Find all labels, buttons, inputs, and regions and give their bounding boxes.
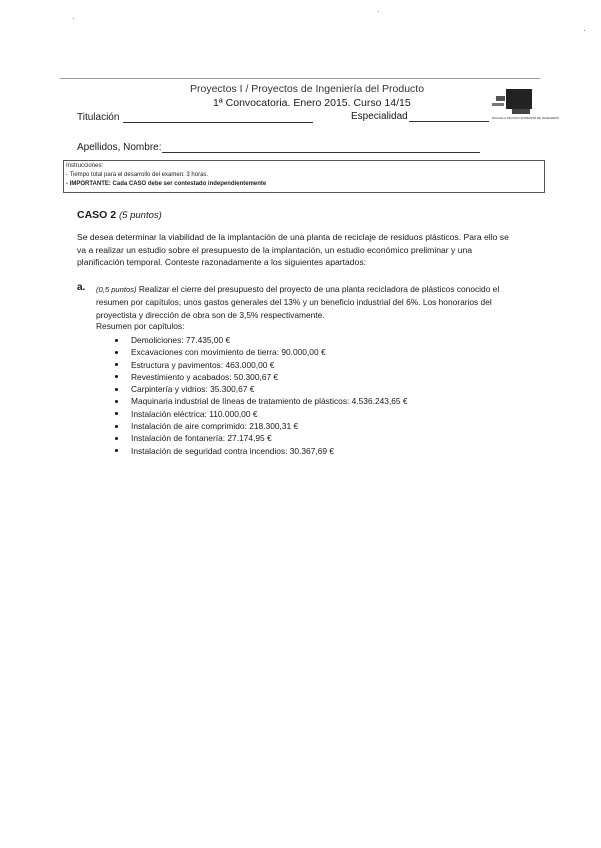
list-item: Revestimiento y acabados: 50.300,67 € [115, 371, 408, 383]
bullet-icon [115, 339, 118, 342]
list-item: Demoliciones: 77.435,00 € [115, 334, 408, 346]
bullet-icon [115, 388, 118, 391]
instructions-box [63, 160, 545, 193]
scan-speck [73, 18, 74, 19]
bullet-icon [115, 449, 118, 452]
case-title: CASO 2 [77, 209, 117, 221]
question-line: (0,5 puntos) Realizar el cierre del presupuesto del proyecto de una planta recicladora de plásticos conocido el [96, 284, 500, 294]
question-line: resumen por capítulos, unos gastos generales del 13% y un beneficio industrial del 6%. Los honorarios del [96, 297, 492, 308]
bullet-icon [115, 425, 118, 428]
resumen-label: Resumen por capítulos: [96, 321, 185, 331]
titulacion-label: Titulación [77, 112, 120, 123]
bullet-icon [115, 351, 118, 354]
especialidad-field[interactable] [409, 121, 489, 122]
apellidos-field[interactable] [162, 152, 480, 153]
bullet-icon [115, 363, 118, 366]
scan-speck [584, 30, 585, 31]
list-item: Carpintería y vidrios: 35.300,67 € [115, 383, 408, 395]
intro-line: va a realizar un estudio sobre el presupuesto de la implantación, un estudio económico preliminar y una [77, 244, 473, 255]
instructions-important: - IMPORTANTE: Cada CASO debe ser contestado independientemente [66, 181, 267, 187]
bullet-icon [115, 400, 118, 403]
list-item: Instalación de aire comprimido: 218.300,31 € [115, 420, 408, 432]
question-points: (0,5 puntos) [96, 285, 137, 294]
instructions-time: - Tiempo total para el desarrollo del examen: 3 horas. [66, 172, 209, 178]
bullet-icon [115, 437, 118, 440]
apellidos-label: Apellidos, Nombre: [77, 142, 162, 153]
scan-speck [378, 11, 379, 12]
intro-line: planificación temporal. Conteste razonadamente a los siguientes apartados: [77, 257, 367, 267]
question-text [96, 283, 542, 321]
list-item: Instalación de seguridad contra incendios: 30.367,69 € [115, 445, 408, 457]
logo-caption: ESCUELA TÉCNICA SUPERIOR DE INGENIERÍA [492, 116, 560, 120]
list-item: Excavaciones con movimiento de tierra: 90.000,00 € [115, 346, 408, 358]
question-letter: a. [77, 282, 86, 293]
list-item: Instalación eléctrica: 110.000,00 € [115, 408, 408, 420]
bullet-icon [115, 412, 118, 415]
question-line: proyectista y dirección de obra son de 3,5% respectivamente. [96, 309, 325, 320]
chapter-list [115, 334, 408, 457]
exam-session: 1ª Convocatoria. Enero 2015. Curso 14/15 [213, 97, 411, 109]
case-points: (5 puntos) [119, 210, 162, 221]
course-title: Proyectos I / Proyectos de Ingeniería del Producto [190, 83, 425, 95]
case-intro [77, 231, 540, 269]
case-heading [77, 209, 162, 221]
intro-line: Se desea determinar la viabilidad de la implantación de una planta de reciclaje de residuos plásticos. Para ello se [77, 232, 509, 242]
especialidad-label: Especialidad [351, 111, 408, 122]
header-rule [60, 78, 540, 79]
list-item: Maquinaria industrial de líneas de tratamiento de plásticos: 4.536.243,65 € [115, 395, 408, 407]
list-item: Instalación de fontanería: 27.174,95 € [115, 432, 408, 444]
list-item: Estructura y pavimentos: 463.000,00 € [115, 359, 408, 371]
bullet-icon [115, 375, 118, 378]
instructions-title: Instrucciones: [66, 163, 104, 169]
university-logo [492, 89, 560, 125]
titulacion-field[interactable] [123, 122, 313, 123]
